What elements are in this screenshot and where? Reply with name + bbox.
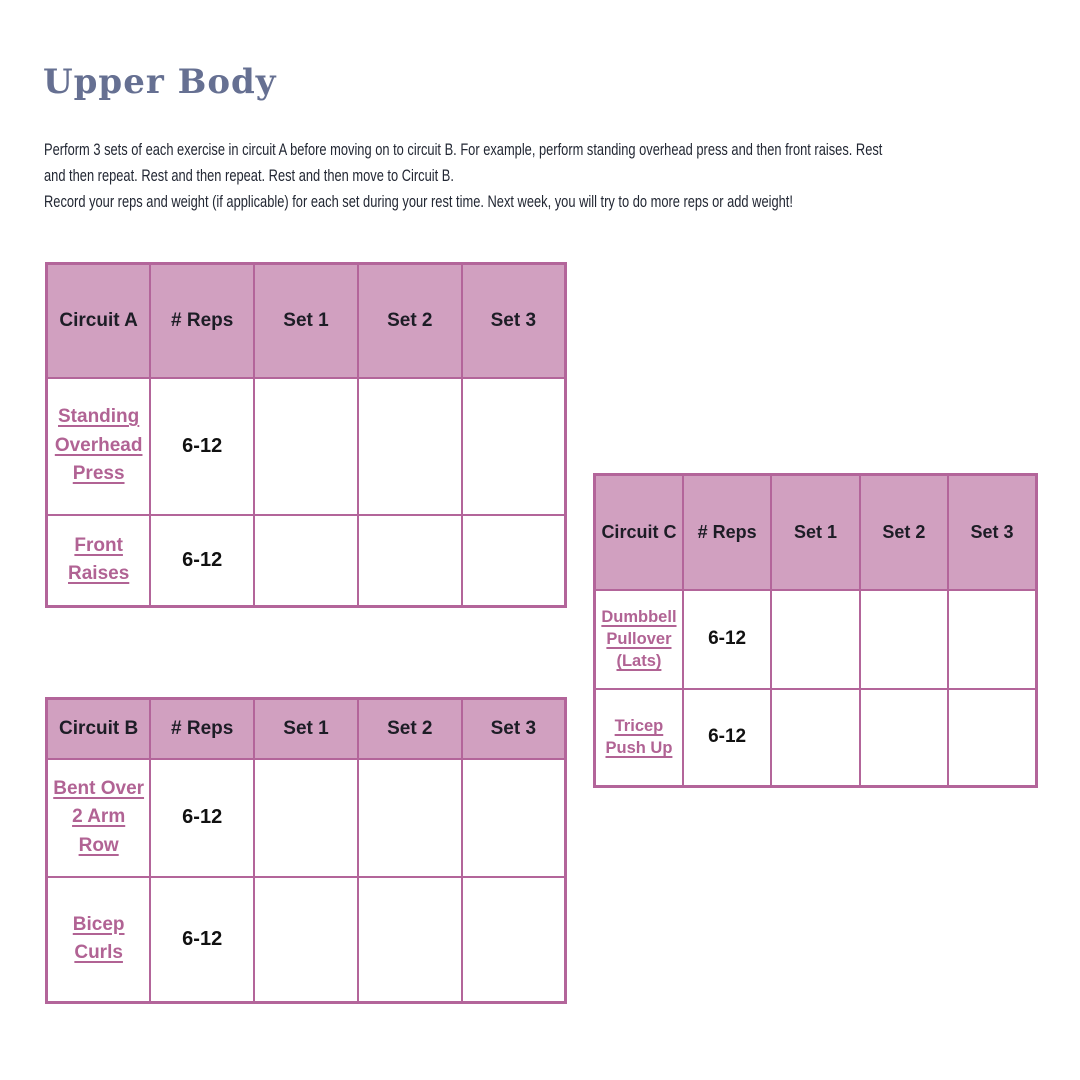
instructions-line: Perform 3 sets of each exercise in circuit A before moving on to circuit B. For example, perform standing overhead press and then front raises. Rest bbox=[44, 141, 883, 159]
reps-cell: 6-12 bbox=[150, 759, 254, 877]
exercise-cell bbox=[47, 877, 151, 1003]
exercise-link-dumbbell-pullover-lats[interactable]: Dumbbell Pullover (Lats) bbox=[601, 607, 677, 671]
exercise-link-tricep-push-up[interactable]: Tricep Push Up bbox=[605, 716, 673, 758]
instructions-line: and then repeat. Rest and then repeat. Rest and then move to Circuit B. bbox=[44, 167, 454, 185]
column-header-set1: Set 1 bbox=[254, 264, 358, 378]
exercise-link-bicep-curls[interactable]: Bicep Curls bbox=[72, 913, 125, 964]
column-header-set3: Set 3 bbox=[462, 264, 566, 378]
table-row bbox=[47, 515, 566, 607]
reps-cell: 6-12 bbox=[683, 590, 771, 689]
instructions-line: Record your reps and weight (if applicable) for each set during your rest time. Next week, you will try to do more reps or add weight! bbox=[44, 193, 793, 211]
column-header-set3: Set 3 bbox=[462, 699, 566, 759]
circuit-c-table bbox=[593, 473, 1038, 788]
set1-cell bbox=[254, 378, 358, 515]
set2-cell bbox=[358, 378, 462, 515]
set1-cell bbox=[254, 515, 358, 607]
set3-cell bbox=[462, 877, 566, 1003]
page-title: Upper Body bbox=[43, 62, 277, 102]
circuit-b-table bbox=[45, 697, 567, 1004]
set3-cell bbox=[462, 759, 566, 877]
set2-cell bbox=[358, 877, 462, 1003]
table-row bbox=[595, 590, 1037, 689]
circuit-a-header-row bbox=[47, 264, 566, 378]
reps-cell: 6-12 bbox=[150, 877, 254, 1003]
table-row bbox=[47, 877, 566, 1003]
exercise-cell bbox=[595, 689, 683, 787]
exercise-link-bent-over-2-arm-row[interactable]: Bent Over 2 Arm Row bbox=[53, 777, 145, 856]
column-header-set1: Set 1 bbox=[771, 475, 859, 590]
exercise-cell bbox=[47, 759, 151, 877]
set2-cell bbox=[860, 590, 948, 689]
set3-cell bbox=[948, 689, 1036, 787]
column-header-circuit-c: Circuit C bbox=[595, 475, 683, 590]
table-row bbox=[47, 759, 566, 877]
exercise-cell bbox=[47, 515, 151, 607]
set2-cell bbox=[358, 759, 462, 877]
set1-cell bbox=[771, 689, 859, 787]
column-header-circuit-b: Circuit B bbox=[47, 699, 151, 759]
reps-cell: 6-12 bbox=[683, 689, 771, 787]
column-header-set2: Set 2 bbox=[358, 264, 462, 378]
circuit-a-table bbox=[45, 262, 567, 608]
reps-cell: 6-12 bbox=[150, 378, 254, 515]
column-header-reps: # Reps bbox=[150, 699, 254, 759]
table-row bbox=[47, 378, 566, 515]
circuit-b-header-row bbox=[47, 699, 566, 759]
set1-cell bbox=[771, 590, 859, 689]
set2-cell bbox=[860, 689, 948, 787]
column-header-set1: Set 1 bbox=[254, 699, 358, 759]
column-header-reps: # Reps bbox=[150, 264, 254, 378]
set1-cell bbox=[254, 877, 358, 1003]
column-header-reps: # Reps bbox=[683, 475, 771, 590]
set2-cell bbox=[358, 515, 462, 607]
exercise-cell bbox=[595, 590, 683, 689]
column-header-set3: Set 3 bbox=[948, 475, 1036, 590]
exercise-link-standing-overhead-press[interactable]: Standing Overhead Press bbox=[54, 406, 143, 485]
column-header-circuit-a: Circuit A bbox=[47, 264, 151, 378]
set1-cell bbox=[254, 759, 358, 877]
set3-cell bbox=[462, 515, 566, 607]
column-header-set2: Set 2 bbox=[860, 475, 948, 590]
instructions-paragraph bbox=[44, 137, 1074, 215]
set3-cell bbox=[948, 590, 1036, 689]
set3-cell bbox=[462, 378, 566, 515]
exercise-cell bbox=[47, 378, 151, 515]
exercise-link-front-raises[interactable]: Front Raises bbox=[68, 534, 130, 585]
circuit-c-header-row bbox=[595, 475, 1037, 590]
reps-cell: 6-12 bbox=[150, 515, 254, 607]
table-row bbox=[595, 689, 1037, 787]
column-header-set2: Set 2 bbox=[358, 699, 462, 759]
